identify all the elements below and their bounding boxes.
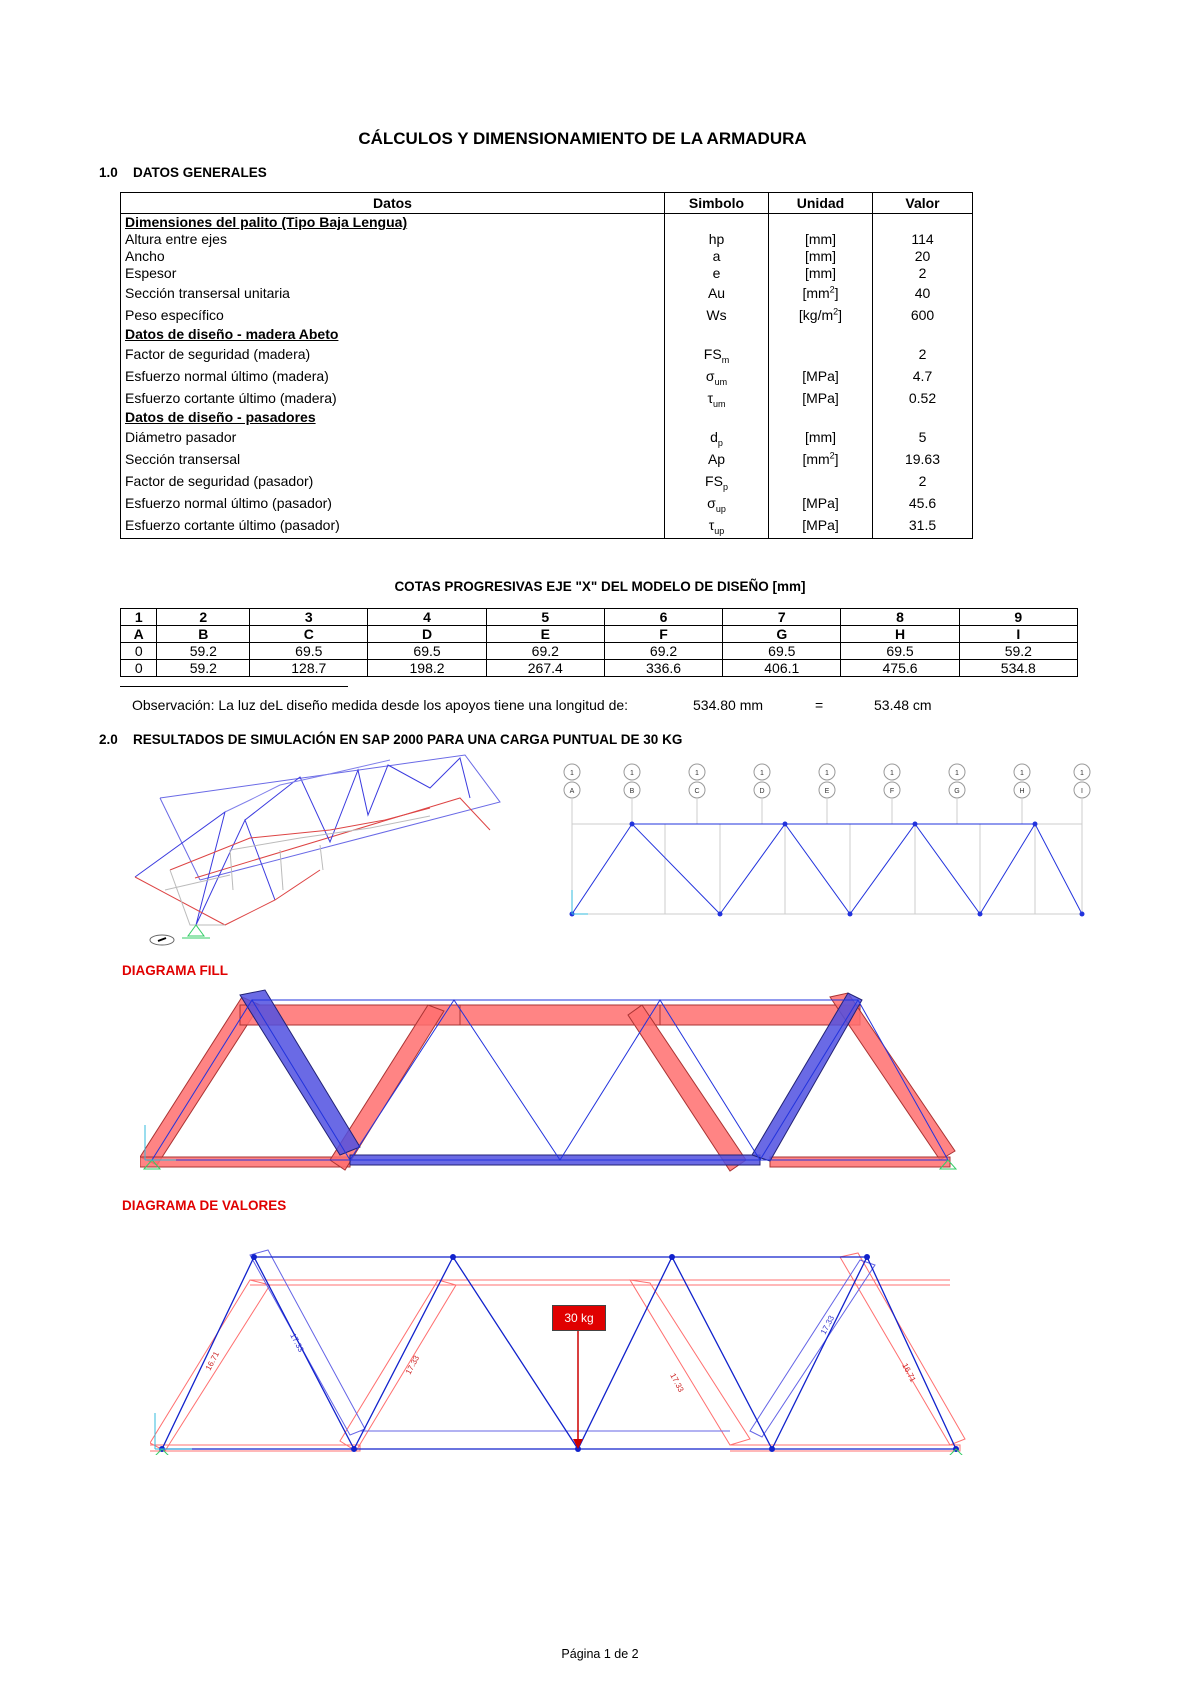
page-footer: Página 1 de 2	[561, 1647, 639, 1661]
axes-icon	[155, 1413, 192, 1449]
member-value: 17.33	[818, 1314, 837, 1336]
member-value: 17.33	[403, 1354, 422, 1376]
member-fill-compression	[140, 1157, 350, 1167]
support-icon	[154, 1449, 964, 1455]
cotas-cell: 69.5	[841, 643, 959, 660]
grid-bubble-label: 1	[890, 770, 894, 777]
cotas-cell: 59.2	[157, 643, 250, 660]
diagrama-fill-label: DIAGRAMA FILL	[122, 963, 228, 978]
grid-bubble-label: H	[1019, 788, 1025, 795]
diagrama-valores	[150, 1245, 1010, 1455]
section-1-heading	[99, 165, 267, 180]
cotas-table	[120, 608, 1078, 677]
grid-bubble-label: C	[694, 788, 700, 795]
grid-bubble-label: 1	[1080, 770, 1084, 777]
grid-bubble-label: B	[629, 788, 635, 795]
section-2-label: RESULTADOS DE SIMULACIÓN EN SAP 2000 PARA UNA CARGA PUNTUAL DE 30 KG	[133, 732, 683, 747]
cotas-cell: G	[723, 626, 841, 643]
group-dimensiones: Dimensiones del palito (Tipo Baja Lengua)	[121, 214, 665, 232]
cotas-cell: 59.2	[959, 643, 1077, 660]
cotas-row-spans	[121, 643, 1078, 660]
cotas-cell: A	[121, 626, 157, 643]
cotas-cell: 267.4	[486, 660, 604, 677]
cotas-cell: 3	[250, 609, 368, 626]
table-row: Esfuerzo normal último (madera) $\sigma_{um}$ [MPa] 4.7	[121, 365, 973, 387]
observation-text: Observación: La luz deL diseño medida desde los apoyos tiene una longitud de:	[132, 697, 629, 713]
observation-mm: 534.80 mm	[693, 697, 764, 713]
grid-bubble-label: 1	[630, 770, 634, 777]
cotas-cell: 2	[157, 609, 250, 626]
table-row: Esfuerzo normal último (pasador) $\sigma_{up}$ [MPa] 45.6	[121, 492, 973, 514]
cotas-cell: C	[250, 626, 368, 643]
grid-bubble-label: E	[824, 788, 830, 795]
cotas-cell: 1	[121, 609, 157, 626]
grid-bubble-label: 1	[760, 770, 764, 777]
section-1-number: 1.0	[99, 165, 118, 180]
group-pasadores: Datos de diseño - pasadores	[121, 409, 665, 426]
grid-bubble-label: 1	[1020, 770, 1024, 777]
table-row: Sección transersal unitaria Au $[mm^2]$ 40	[121, 282, 973, 304]
table-row: Factor de seguridad (pasador) $FS_p$ 2	[121, 470, 973, 492]
cotas-cell: 9	[959, 609, 1077, 626]
header-datos: Datos	[121, 193, 665, 214]
cotas-cell: 0	[121, 643, 157, 660]
support-icon	[182, 925, 210, 938]
cotas-cell: 5	[486, 609, 604, 626]
table-row: Diámetro pasador $d_p$ [mm] 5	[121, 426, 973, 448]
cotas-cell: D	[368, 626, 486, 643]
grid-bubble-label: 1	[695, 770, 699, 777]
cotas-cell: 0	[121, 660, 157, 677]
cotas-cell: 69.2	[486, 643, 604, 660]
cotas-cell: 4	[368, 609, 486, 626]
grid-bubble-label: 1	[955, 770, 959, 777]
grid-bubble-label: G	[954, 788, 960, 795]
cotas-cell: 59.2	[157, 660, 250, 677]
grid-bubble-label: 1	[825, 770, 829, 777]
cotas-cell: E	[486, 626, 604, 643]
cotas-cell: 69.5	[250, 643, 368, 660]
section-1-label: DATOS GENERALES	[133, 165, 267, 180]
cotas-cell: 8	[841, 609, 959, 626]
cotas-cell: F	[604, 626, 722, 643]
section-2-heading	[99, 732, 682, 747]
grid-bubble-label: D	[759, 788, 765, 795]
grid-bubble-label: 1	[570, 770, 574, 777]
cotas-row-progressive	[121, 660, 1078, 677]
load-label-box: 30 kg	[552, 1305, 606, 1331]
member-fill-compression	[770, 1157, 950, 1167]
cotas-cell: 128.7	[250, 660, 368, 677]
table-row: Espesor e [mm] 2	[121, 265, 973, 282]
table-row: Altura entre ejes hp [mm] 114	[121, 231, 973, 248]
cotas-cell: 534.8	[959, 660, 1077, 677]
member-value: 16.71	[900, 1361, 918, 1384]
observation-cm: 53.48 cm	[874, 697, 932, 713]
cotas-cell: H	[841, 626, 959, 643]
datos-table	[120, 192, 973, 539]
member-value: 17.33	[668, 1371, 686, 1394]
table-row: Peso específico Ws $[kg/m^2]$ 600	[121, 304, 973, 326]
observation-divider	[120, 686, 348, 687]
section-2-number: 2.0	[99, 732, 118, 747]
header-simbolo: Simbolo	[665, 193, 769, 214]
cotas-cell: 406.1	[723, 660, 841, 677]
table-row: Factor de seguridad (madera) $FS_m$ 2	[121, 343, 973, 365]
cotas-cell: I	[959, 626, 1077, 643]
cotas-cell: 69.5	[368, 643, 486, 660]
group-madera: Datos de diseño - madera Abeto	[121, 326, 665, 343]
grid-bubble-label: I	[1081, 788, 1083, 795]
cotas-title: COTAS PROGRESIVAS EJE "X" DEL MODELO DE DISEÑO [mm]	[394, 579, 806, 594]
cotas-cell: 198.2	[368, 660, 486, 677]
truss-3d-view	[130, 750, 520, 950]
page-title: CÁLCULOS Y DIMENSIONAMIENTO DE LA ARMADURA	[358, 129, 807, 148]
diagrama-valores-label: DIAGRAMA DE VALORES	[122, 1198, 287, 1213]
header-unidad: Unidad	[769, 193, 873, 214]
cotas-cell: 6	[604, 609, 722, 626]
cotas-cell: 69.2	[604, 643, 722, 660]
header-valor: Valor	[873, 193, 973, 214]
member-fill-compression	[628, 1005, 746, 1171]
cotas-cell: B	[157, 626, 250, 643]
axes-icon	[150, 935, 174, 945]
truss-elevation-view	[560, 760, 1100, 940]
cotas-cell: 475.6	[841, 660, 959, 677]
table-row: Esfuerzo cortante último (madera) $\tau_{um}$ [MPa] 0.52	[121, 387, 973, 409]
cotas-row-numbers	[121, 609, 1078, 626]
cotas-cell: 336.6	[604, 660, 722, 677]
diagrama-fill	[140, 985, 990, 1185]
member-value: 17.33	[288, 1331, 306, 1354]
table-row: Esfuerzo cortante último (pasador) $\tau_{up}$ [MPa] 31.5	[121, 514, 973, 539]
member-fill-compression	[660, 1005, 860, 1025]
cotas-row-letters	[121, 626, 1078, 643]
observation-equals: =	[815, 697, 824, 713]
table-row: Sección transersal Ap $[mm^2]$ 19.63	[121, 448, 973, 470]
member-value: 16.71	[203, 1350, 222, 1372]
grid-bubble-label: F	[889, 788, 895, 795]
cotas-cell: 69.5	[723, 643, 841, 660]
table-row: Ancho a [mm] 20	[121, 248, 973, 265]
grid-bubble-label: A	[569, 788, 575, 795]
cotas-cell: 7	[723, 609, 841, 626]
